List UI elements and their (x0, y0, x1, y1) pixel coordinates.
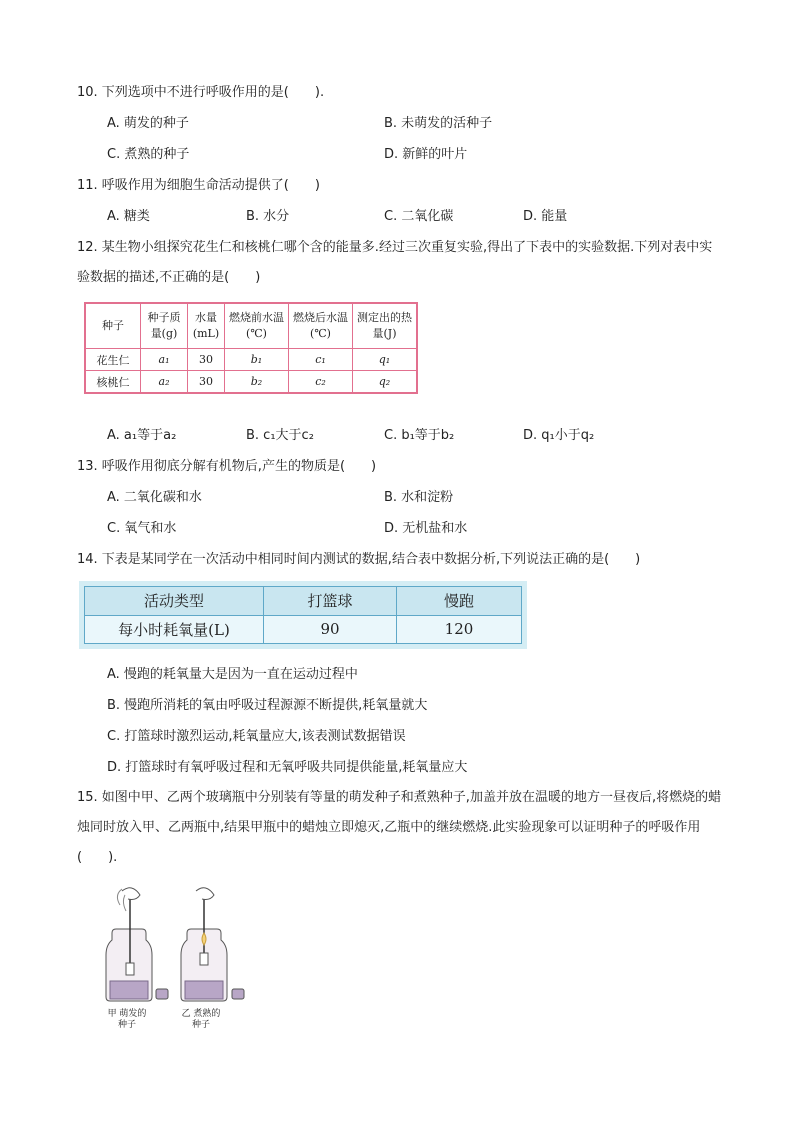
table-cell: 30 (188, 349, 225, 371)
table-row (85, 349, 417, 371)
table-cell: 30 (188, 371, 225, 394)
question-13-stem: 13. 呼吸作用彻底分解有机物后,产生的物质是( ) (77, 459, 377, 474)
table-cell: 120 (397, 615, 522, 644)
q11-option-a: A. 糖类 (107, 209, 150, 224)
q13-option-c: C. 氧气和水 (107, 521, 177, 536)
q10-option-c: C. 煮熟的种子 (107, 147, 190, 162)
q11-option-c: C. 二氧化碳 (384, 209, 454, 224)
question-10-stem: 10. 下列选项中不进行呼吸作用的是( ). (77, 85, 325, 100)
figure-label-line: 甲 萌发的 (107, 1009, 147, 1019)
figure-label-jar-a (102, 1009, 152, 1031)
table-cell: 核桃仁 (85, 371, 141, 394)
figure-label-line: 乙 煮熟的 (181, 1009, 221, 1019)
table-cell: c₁ (289, 349, 353, 371)
q14-option-b: B. 慢跑所消耗的氧由呼吸过程源源不断提供,耗氧量就大 (107, 698, 428, 713)
figure-label-jar-b (176, 1009, 226, 1031)
table-header-row (85, 587, 522, 616)
q12-option-c: C. b₁等于b₂ (384, 428, 455, 443)
table-header-cell: 种子质量(g) (141, 303, 188, 349)
q13-option-b: B. 水和淀粉 (384, 490, 454, 505)
seed-respiration-figure (92, 885, 257, 1035)
table-cell: b₁ (225, 349, 289, 371)
table-header-cell: 燃烧后水温(℃) (289, 303, 353, 349)
q10-option-d: D. 新鲜的叶片 (384, 147, 468, 162)
q12-option-d: D. q₁小于q₂ (523, 428, 595, 443)
table-cell: b₂ (225, 371, 289, 394)
figure-label-line: 种子 (191, 1020, 210, 1030)
q11-option-d: D. 能量 (523, 209, 568, 224)
q11-option-b: B. 水分 (246, 209, 290, 224)
table-header-cell: 水量(mL) (188, 303, 225, 349)
table-row (85, 615, 522, 644)
q10-option-a: A. 萌发的种子 (107, 116, 189, 131)
table-header-cell: 种子 (85, 303, 141, 349)
q12-option-b: B. c₁大于c₂ (246, 428, 314, 443)
table-cell: a₂ (141, 371, 188, 394)
q14-option-d: D. 打篮球时有氧呼吸过程和无氧呼吸共同提供能量,耗氧量应大 (107, 760, 468, 775)
seed-energy-table (84, 302, 418, 394)
table-cell: c₂ (289, 371, 353, 394)
question-15-stem: 15. 如图中甲、乙两个玻璃瓶中分别装有等量的萌发种子和煮熟种子,加盖并放在温暖的地方一昼夜后,将燃烧的蜡烛同时放入甲、乙两瓶中,结果甲瓶中的蜡烛立即熄灭,乙瓶中的继续燃烧.此实验现象可以证明种子的呼吸作用( ). (77, 790, 722, 865)
question-12-stem: 12. 某生物小组探究花生仁和核桃仁哪个含的能量多.经过三次重复实验,得出了下表中的实验数据.下列对表中实验数据的描述,不正确的是( ) (77, 240, 713, 285)
table-cell: q₁ (353, 349, 418, 371)
table-cell: q₂ (353, 371, 418, 394)
q13-option-d: D. 无机盐和水 (384, 521, 468, 536)
q14-option-c: C. 打篮球时激烈运动,耗氧量应大,该表测试数据错误 (107, 729, 406, 744)
table-cell: 每小时耗氧量(L) (85, 615, 264, 644)
table-header-cell: 测定出的热量(J) (353, 303, 418, 349)
question-14-stem: 14. 下表是某同学在一次活动中相同时间内测试的数据,结合表中数据分析,下列说法正确的是( ) (77, 552, 641, 567)
table-cell: 花生仁 (85, 349, 141, 371)
figure-label-line: 种子 (117, 1020, 136, 1030)
question-11-stem: 11. 呼吸作用为细胞生命活动提供了( ) (77, 178, 320, 193)
table-header-cell: 打篮球 (264, 587, 397, 616)
q13-option-a: A. 二氧化碳和水 (107, 490, 202, 505)
table-header-cell: 慢跑 (397, 587, 522, 616)
oxygen-consumption-table (84, 586, 522, 644)
table-header-cell: 活动类型 (85, 587, 264, 616)
q12-option-a: A. a₁等于a₂ (107, 428, 177, 443)
table-row (85, 371, 417, 394)
oxygen-consumption-table-frame (79, 581, 527, 649)
table-cell: 90 (264, 615, 397, 644)
q14-option-a: A. 慢跑的耗氧量大是因为一直在运动过程中 (107, 667, 358, 682)
q10-option-b: B. 未萌发的活种子 (384, 116, 493, 131)
table-header-cell: 燃烧前水温(℃) (225, 303, 289, 349)
table-header-row (85, 303, 417, 349)
table-cell: a₁ (141, 349, 188, 371)
